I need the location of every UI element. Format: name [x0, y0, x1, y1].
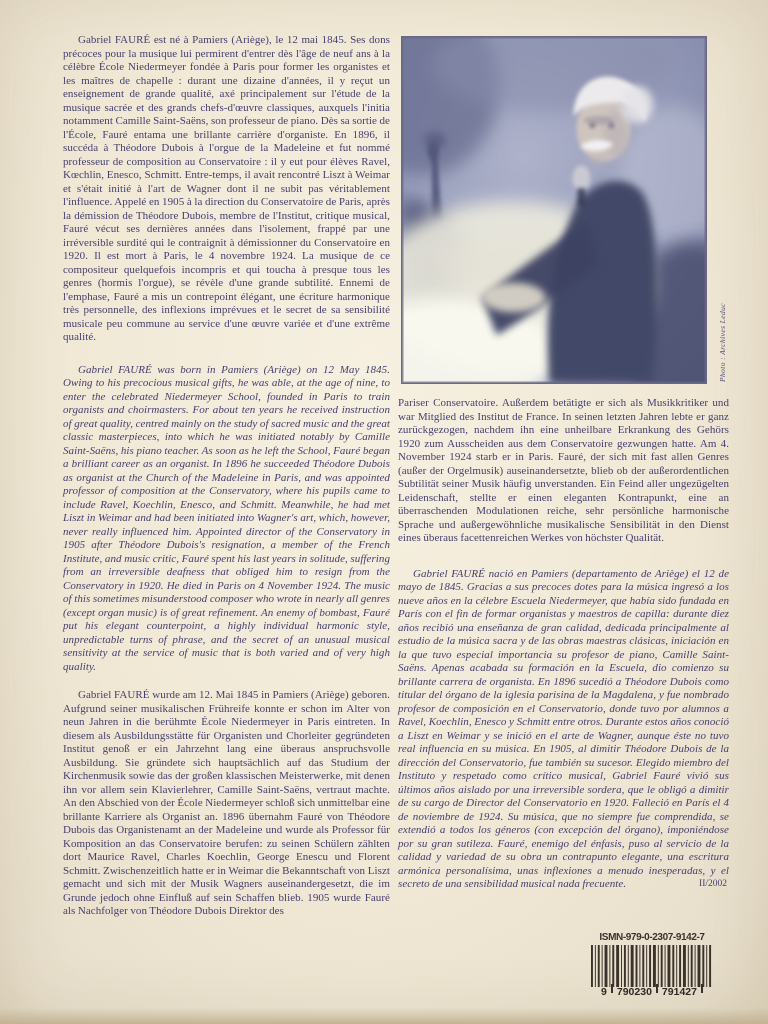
- bio-english-paragraph: Gabriel FAURÉ was born in Pamiers (Ariège) on 12 May 1845. Owing to his precocious musical gifts, he was able, at the age of nine, to enter the celebrated Niedermeyer School, founded in Paris to train organists and choirmasters. For about ten years he received instruction of great quality, centred mainly on the study of sacred music and the great classic masterpieces, into which he was initiated notably by Camille Saint-Saëns, his piano teacher. As soon as he left the School, Fauré began a brilliant career as an organist. In 1896 he succeeded Théodore Dubois as organist at the Church of the Madeleine in Paris, and was appointed professor of composition at the Conservatory, where his pupils came to include Ravel, Koechlin, Enesco, and Schmitt. Meanwhile, he had met Liszt in Weimar and had been initiated into Wagner's art, which, however, never really influenced him. Appointed director of the Conservatory in 1905 after Théodore Dubois's resignation, a member of the French Institute, and music critic, Fauré spent his last years in solitude, suffering from an irreversible deafness that obliged him to resign from the Conservatory in 1920. He died in Paris on 4 November 1924. The music of this sometimes misunderstood composer who wrote in nearly all genres (except organ music) is of great refinement. An enemy of bombast, Fauré put his elegant counterpoint, a highly individual harmonic style, unpredictable turns of phrase, and the secret of an unusual musical sensitivity at the service of music that is both varied and of very high quality.: [63, 363, 390, 673]
- photo-credit: Photo : Archives Leduc: [718, 303, 727, 382]
- edition-code: II/2002: [699, 878, 727, 889]
- photo-block: [398, 30, 729, 384]
- barcode-digit-left: 9: [601, 986, 607, 998]
- barcode-digits: [584, 987, 720, 998]
- barcode-guard-bar: [611, 984, 613, 993]
- bio-german-paragraph-part2: Pariser Conservatoire. Außerdem betätigte er sich als Musikkritiker und war Mitglied des Institut de France. In seinen letzten Jahren lebte er ganz zurückgezogen, nachdem ihn eine unheilbare Erkrankung des Gehörs 1920 zum Ausscheiden aus dem Conservatoire gezwungen hatte. Am 4. November 1924 starb er in Paris. Fauré, der sich mit fast allen Genres (außer der Orgelmusik) auseinandersetzte, blieb ob der außerordentlichen Subtilität seiner Musik häufig unverstanden. Ein Feind aller ungezügelten Leidenschaft, stellte er einen eleganten Kontrapunkt, eine an überraschenden Modulationen reiche, sehr persönliche harmonische Sprache und außergewöhnliche musikalische Sensibilität in den Dienst eines überaus facettenreichen Werkes von höchster Qualität.: [398, 397, 729, 544]
- ismn-number: ISMN-979-0-2307-9142-7: [599, 932, 705, 943]
- barcode-guard-bar: [656, 984, 658, 993]
- barcode-digit-group1: 790230: [616, 986, 652, 998]
- right-column: [398, 30, 729, 889]
- ean-barcode-bars: [591, 945, 713, 987]
- faure-portrait-photo: [401, 36, 707, 384]
- bio-german-paragraph-part1: Gabriel FAURÉ wurde am 12. Mai 1845 in Pamiers (Ariège) geboren. Aufgrund seiner musikalischen Frühreife konnte er schon im Alter von neun Jahren in die berühmte École Niedermeyer in Paris eintreten. In diesem als Ausbildungsstätte für Organisten und Chorleiter gegründeten Institut genoß er ein Jahrzehnt lang eine überaus anspruchsvolle Ausbildung. Sie gründete sich hauptsächlich auf das Studium der Kirchenmusik sowie das der großen klassischen Meisterwerke, mit denen ihn vor allem sein Klavierlehrer, Camille Saint-Saëns, vertraut machte. An den Abschied von der École Niedermeyer schloß sich unmittelbar eine brillante Karriere als Organist an. 1896 übernahm Fauré von Théodore Dubois das Organistenamt an der Madeleine und wurde als Professor für Komposition an das Conservatoire berufen: zu seinen Schülern zählten dort Maurice Ravel, Charles Koechlin, George Enescu und Florent Schmitt. Zwischenzeitlich hatte er in Weimar die Bekanntschaft von Liszt gemacht und sich mit der Musik Wagners auseinandergesetzt, die im Grunde jedoch ohne Einfluß auf sein Schaffen blieb. 1905 wurde Fauré als Nachfolger von Théodore Dubois Direktor des: [63, 689, 390, 917]
- barcode-guard-bar: [701, 984, 703, 993]
- bio-spanish-paragraph: Gabriel FAURÉ nació en Pamiers (departamento de Ariège) el 12 de mayo de 1845. Gracias a sus precoces dotes para la música ingresó a los nueve años en la célebre Escuela Niedermeyer, que había sido fundada en París con el fin de formar organistas y maestros de capilla: durante diez años recibió una enseñanza de gran calidad, dedicada principalmente al estudio de la música sacra y de las obras maestras clásicas, iniciación en la que tuvo especial importancia su profesor de piano, Camille Saint-Saëns. Apenas acabada su formación en la Escuela, dio comienzo su brillante carrera de organista. En 1896 sucedió a Théodore Dubois como titular del órgano de la iglesia parisina de la Magdalena, y fue nombrado profesor de composición en el Conservatorio, donde tuvo por alumnos a Ravel, Koechlin, Enesco y Schmitt entre otros. Durante estos años conoció a Liszt en Weimar y se inició en el arte de Wagner, aunque éste no tuvo real influencia en su música. En 1905, al dimitir Théodore Dubois de la dirección del Conservatorio, fue también su sucesor. Elegido miembro del Instituto y respetado como crítico musical, Gabriel Fauré vivió sus últimos años aislado por una irreversible sordera, que le obligó a dimitir de su cargo de Director del Conservatorio en 1920. Falleció en París el 4 de noviembre de 1924. Su música, que no siempre fue comprendida, se extendió a todos los géneros (con excepción del órgano), imponiéndose por su gran sutileza. Fauré, enemigo del énfasis, puso al servicio de la calidad y variedad de su obra un contrapunto elegante, una escritura armónica personalísima, unas inflexiones a menudo inesperadas, y el secreto de una sensibilidad musical nada frecuente.: [398, 567, 729, 890]
- barcode-digit-group2: 791427: [661, 986, 697, 998]
- left-column: [63, 34, 390, 938]
- bio-french-paragraph: Gabriel FAURÉ est né à Pamiers (Ariège), le 12 mai 1845. Ses dons précoces pour la musique lui permirent d'entrer dès l'âge de neuf ans à la célèbre École Niedermeyer fondée à Paris pour former les organistes et les maîtres de chapelle : durant une dizaine d'années, il y reçut un enseignement de grande qualité, axé principalement sur l'étude de la musique sacrée et des grands chefs-d'œuvre classiques, auxquels l'initia notamment Camille Saint-Saëns, son professeur de piano. Dès sa sortie de l'École, Fauré entama une brillante carrière d'organiste. En 1896, il succéda à Théodore Dubois à l'orgue de la Madeleine et fut nommé professeur de composition au Conservatoire : il y eut pour élèves Ravel, Kœchlin, Enesco, Schmitt. Entre-temps, il avait rencontré Liszt à Weimar et s'était initié à l'art de Wagner dont il ne subit pas véritablement l'influence. Appelé en 1905 à la direction du Conservatoire de Paris, après la démission de Théodore Dubois, membre de l'Institut, critique musical, Fauré vécut ses dernières années dans l'isolement, frappé par une irréversible surdité qui le contraignit à démissionner du Conservatoire en 1920. Il est mort à Paris, le 4 novembre 1924. La musique de ce compositeur quelquefois incompris et qui toucha à presque tous les genres (hormis l'orgue), se révèle d'une grande subtilité. Ennemi de l'emphase, Fauré a mis un contrepoint élégant, une écriture harmonique très personnelle, des inflexions imprévues et le secret de sa sensibilité musicale peu commune au service d'une œuvre variée et d'une extrême qualité.: [63, 34, 390, 343]
- barcode-block: [584, 932, 720, 998]
